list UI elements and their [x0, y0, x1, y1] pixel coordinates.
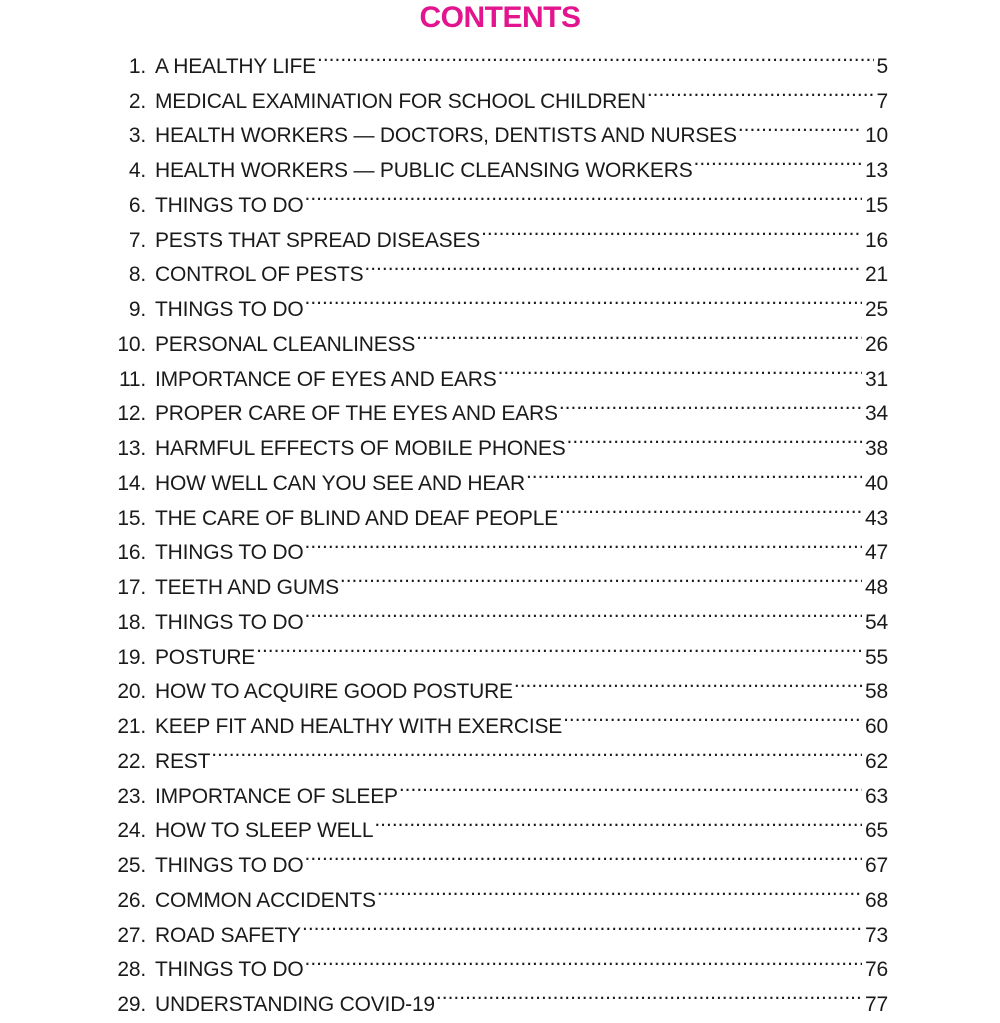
toc-entry-title: CONTROL OF PESTS — [155, 263, 364, 287]
dot-leader — [305, 837, 863, 872]
dot-leader — [399, 768, 862, 803]
toc-entry-number: 2. — [128, 89, 146, 113]
toc-entry-number: 1. — [128, 54, 146, 78]
toc-entry-page-number: 67 — [865, 854, 888, 877]
toc-entry-number: 25. — [117, 854, 146, 877]
toc-entry-title: THINGS TO DO — [155, 958, 304, 982]
toc-entry-page-number: 21 — [865, 263, 888, 287]
toc-entry-page-number: 73 — [865, 923, 888, 947]
toc-entry-number: 4. — [128, 159, 146, 182]
toc-entry-page-number: 31 — [865, 367, 888, 391]
toc-entry-number: 3. — [128, 124, 146, 148]
toc-entry-page-number: 48 — [865, 576, 888, 599]
toc-entry-page-number: 76 — [865, 958, 888, 982]
toc-entry-title: KEEP FIT AND HEALTHY WITH EXERCISE — [155, 715, 563, 738]
toc-entry-page-number: 47 — [865, 541, 888, 565]
toc-entry-title: UNDERSTANDING COVID-19 — [155, 993, 435, 1016]
toc-entry-title: TEETH AND GUMS — [155, 576, 339, 599]
dot-leader — [498, 351, 862, 386]
toc-entry-number: 21. — [117, 715, 146, 738]
toc-entry-title: HEALTH WORKERS — PUBLIC CLEANSING WORKERS — [155, 159, 693, 182]
toc-entry-title: MEDICAL EXAMINATION FOR SCHOOL CHILDREN — [155, 89, 646, 113]
dot-leader — [481, 212, 862, 247]
toc-entry-title: THINGS TO DO — [155, 610, 304, 634]
toc-entry-title: HOW WELL CAN YOU SEE AND HEAR — [155, 471, 525, 495]
dot-leader — [317, 38, 874, 73]
toc-entry-page-number: 13 — [865, 159, 888, 182]
toc-entry-number: 10. — [117, 332, 146, 356]
toc-entry-page-number: 15 — [865, 193, 888, 217]
toc-entry-title: HOW TO ACQUIRE GOOD POSTURE — [155, 680, 513, 704]
toc-entry-page-number: 77 — [865, 993, 888, 1016]
dot-leader — [374, 803, 862, 838]
toc-entry-number: 26. — [117, 888, 146, 912]
dot-leader — [559, 490, 862, 525]
toc-entry-page-number: 54 — [865, 610, 888, 634]
toc-entry-title: PESTS THAT SPREAD DISEASES — [155, 228, 481, 252]
toc-entry-title: PERSONAL CLEANLINESS — [155, 332, 416, 356]
toc-entry-title: REST — [155, 749, 211, 773]
toc-entry-number: 13. — [117, 437, 146, 460]
dot-leader — [305, 525, 863, 560]
toc-entry-number: 9. — [128, 298, 146, 321]
dot-leader — [514, 664, 862, 699]
toc-entry-title: ROAD SAFETY — [155, 923, 301, 947]
toc-entry-page-number: 43 — [865, 506, 888, 530]
dot-leader — [305, 594, 863, 629]
dot-leader — [563, 698, 862, 733]
toc-entry-number: 6. — [128, 193, 146, 217]
toc-entry-number: 11. — [118, 367, 146, 391]
dot-leader — [305, 942, 863, 977]
toc-entry-number: 15. — [117, 506, 146, 530]
toc-entry-title: THE CARE OF BLIND AND DEAF PEOPLE — [155, 506, 558, 530]
dot-leader — [559, 386, 862, 421]
dot-leader — [302, 907, 862, 942]
dot-leader — [340, 559, 862, 594]
toc-entry-title: IMPORTANCE OF SLEEP — [155, 784, 398, 808]
table-of-contents — [108, 38, 888, 1016]
toc-entry-title: POSTURE — [155, 645, 256, 669]
toc-entry-number: 14. — [117, 471, 146, 495]
toc-entry-number: 23. — [117, 784, 146, 808]
toc-entry-title: HOW TO SLEEP WELL — [155, 819, 374, 843]
toc-entry-number: 16. — [117, 541, 146, 565]
toc-entry-page-number: 68 — [865, 888, 888, 912]
toc-entry-number: 27. — [117, 923, 146, 947]
toc-entry-page-number: 10 — [865, 124, 888, 148]
toc-entry-title: THINGS TO DO — [155, 298, 304, 321]
toc-entry[interactable] — [108, 733, 888, 773]
toc-entry-number: 17. — [117, 576, 146, 599]
dot-leader — [377, 872, 862, 907]
dot-leader — [416, 316, 862, 351]
toc-entry-number: 28. — [117, 958, 146, 982]
dot-leader — [256, 629, 862, 664]
page-title: CONTENTS — [419, 1, 581, 34]
toc-entry-title: THINGS TO DO — [155, 541, 304, 565]
toc-entry-title: THINGS TO DO — [155, 854, 304, 877]
toc-entry-title: HEALTH WORKERS — DOCTORS, DENTISTS AND NURSES — [155, 124, 737, 148]
toc-entry-number: 7. — [128, 228, 146, 252]
toc-entry-title: COMMON ACCIDENTS — [155, 888, 376, 912]
toc-entry-page-number: 62 — [865, 749, 888, 773]
toc-entry-page-number: 63 — [865, 784, 888, 808]
toc-entry-number: 24. — [117, 819, 146, 843]
toc-entry-page-number: 60 — [865, 715, 888, 738]
toc-entry-page-number: 58 — [865, 680, 888, 704]
toc-entry-page-number: 55 — [865, 645, 888, 669]
dot-leader — [738, 108, 862, 143]
dot-leader — [305, 177, 863, 212]
toc-entry-number: 29. — [117, 993, 146, 1016]
toc-entry-title: PROPER CARE OF THE EYES AND EARS — [155, 402, 558, 426]
toc-entry-title: IMPORTANCE OF EYES AND EARS — [155, 367, 497, 391]
toc-entry[interactable] — [108, 38, 888, 78]
toc-entry-title: HARMFUL EFFECTS OF MOBILE PHONES — [155, 437, 566, 460]
toc-entry-page-number: 40 — [865, 471, 888, 495]
dot-leader — [364, 247, 862, 282]
dot-leader — [211, 733, 862, 768]
dot-leader — [305, 281, 863, 316]
dot-leader — [436, 976, 862, 1011]
toc-entry-page-number: 7 — [876, 89, 888, 113]
toc-entry-page-number: 38 — [865, 437, 888, 460]
toc-entry-page-number: 26 — [865, 332, 888, 356]
toc-entry-number: 12. — [117, 402, 146, 426]
toc-entry-title: THINGS TO DO — [155, 193, 304, 217]
toc-entry[interactable] — [108, 768, 888, 808]
toc-entry-number: 22. — [117, 749, 146, 773]
toc-entry-number: 8. — [128, 263, 146, 287]
toc-entry-page-number: 65 — [865, 819, 888, 843]
toc-entry-number: 18. — [117, 610, 146, 634]
dot-leader — [647, 73, 874, 108]
toc-entry-number: 19. — [117, 645, 146, 669]
toc-entry-page-number: 25 — [865, 298, 888, 321]
toc-entry-number: 20. — [117, 680, 146, 704]
dot-leader — [526, 455, 862, 490]
toc-entry-page-number: 34 — [865, 402, 888, 426]
dot-leader — [567, 420, 862, 455]
toc-entry-page-number: 16 — [865, 228, 888, 252]
toc-entry-page-number: 5 — [876, 54, 888, 78]
toc-entry-title: A HEALTHY LIFE — [155, 54, 316, 78]
dot-leader — [694, 142, 863, 177]
